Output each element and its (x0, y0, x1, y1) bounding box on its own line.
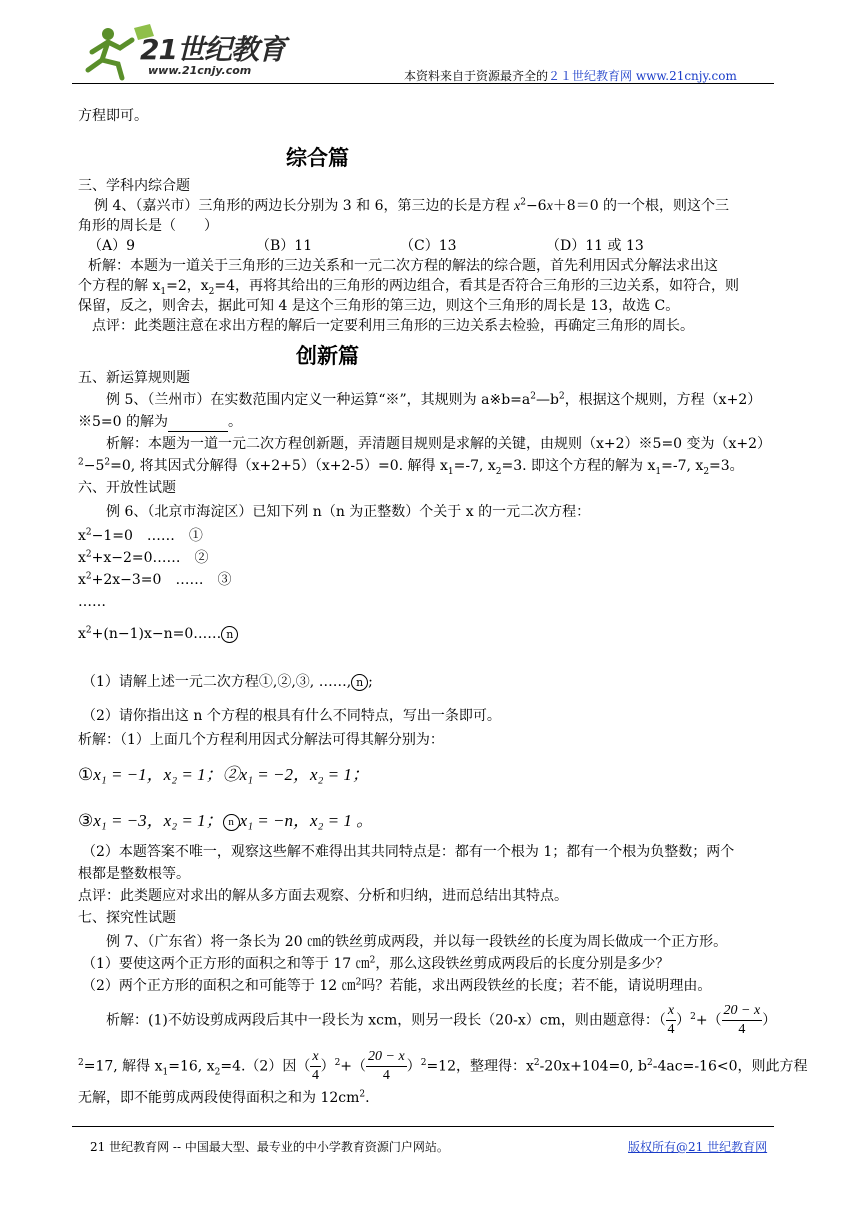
header-prefix: 本资料来自于资源最齐全的 (404, 69, 549, 83)
option-c: （C）13 (400, 238, 457, 254)
example-6-analysis: 析解：（1）上面几个方程利用因式分解法可得其解分别为： (78, 732, 444, 748)
option-b: （B）11 (256, 238, 313, 254)
intro-line: 方程即可。 (78, 108, 148, 124)
section-title-comprehensive: 综合篇 (286, 146, 349, 170)
answer-2-line1: （2）本题答案不唯一，观察这些解不难得出其共同特点是：都有一个根为 1；都有一个根为负整数；两个 (82, 844, 735, 860)
answer-blank (168, 417, 228, 432)
example-7-analysis-3: 无解，即不能剪成两段使得面积之和为 $12cm^2$. (78, 1089, 370, 1106)
example-4-review: 点评：此类题注意在求出方程的解后一定要利用三角形的三边关系去检验，再确定三角形的周长。 (92, 318, 694, 334)
question-2: （2）请你指出这 n 个方程的根具有什么不同特点，写出一条即可。 (82, 708, 501, 724)
example-7-q1: （1）要使这两个正方形的面积之和等于 17 ㎝$^2$，那么这段铁丝剪成两段后的长度分别是多少？ (82, 955, 670, 972)
section-title-innovation: 创新篇 (296, 344, 359, 368)
example-4-analysis-1: 析解：本题为一道关于三角形的三边关系和一元二次方程的解法的综合题，首先利用因式分解法求出这 (88, 258, 718, 274)
equation-n: $x^2+(n-1)x-n=0\dots\dots$ n (78, 624, 238, 644)
circled-n-icon: n (351, 674, 368, 691)
fraction-x-over-4: $\frac{x}{4}$ (311, 1049, 319, 1083)
fraction-x-over-4: $\frac{x}{4}$ (667, 1003, 675, 1037)
equation-3: $x^2+2x-3=0$ …… ③ (78, 571, 232, 588)
heading-7: 七、探究性试题 (78, 910, 176, 926)
example-7-analysis-2: $^2$=17, 解得 $x_1=16$, $x_2=4.(2)$因（ $\frac{x}{4}$ ）$^2$+（ $\frac{20 - x}{4}$ ）$^2$=12，整理得：$x^2-20x+104=0$, $b^2-4ac=-16<0$，则此方程 (78, 1049, 808, 1083)
footer-left: 21 世纪教育网 -- 中国最大型、最专业的中小学教育资源门户网站。 (90, 1140, 449, 1154)
heading-5: 五、新运算规则题 (78, 370, 190, 386)
footer-divider (72, 1126, 774, 1127)
example-5-line1: 例 5、（兰州市）在实数范围内定义一种运算“※”，其规则为 $a※b=a^2—b^2$，根据这个规则，方程（x+2） (106, 391, 762, 408)
equation-dots: …… (78, 594, 106, 610)
example-7-q2: （2）两个正方形的面积之和可能等于 12 ㎝$^2$吗？若能，求出两段铁丝的长度；若不能，请说明理由。 (82, 977, 712, 994)
heading-6: 六、开放性试题 (78, 480, 176, 496)
header-site-link[interactable]: ２１世纪教育网 (548, 69, 633, 83)
example-6-review: 点评：此类题应对求出的解从多方面去观察、分析和归纳，进而总结出其特点。 (78, 888, 568, 904)
heading-3: 三、学科内综合题 (78, 178, 190, 194)
example-4-line2: 角形的周长是（ ） (78, 218, 218, 234)
header-divider (72, 83, 774, 84)
solution-line-2: ③x₁ = −3，x₂ = 1； n x₁ = −n，x₂ = 1 。 (78, 811, 374, 830)
example-4-analysis-3: 保留，反之，则舍去，据此可知 4 是这个三角形的第三边，则这个三角形的周长是 13，故选 C。 (78, 298, 680, 314)
fraction-20-minus-x-over-4: $\frac{20 - x}{4}$ (723, 1003, 761, 1037)
option-d: （D）11 或 13 (546, 238, 644, 254)
example-6-line1: 例 6、（北京市海淀区）已知下列 n（n 为正整数）个关于 x 的一元二次方程： (106, 504, 591, 520)
example-4-line1: 例 4、（嘉兴市）三角形的两边长分别为 3 和 6，第三边的长是方程 $x^2-6x+8=0$ 的一个根，则这个三 (94, 197, 730, 214)
example-7-analysis-1: 析解：(1)不妨设剪成两段后其中一段长为 xcm，则另一段长（20-x）cm，则由题意得：（ $\frac{x}{4}$ ）$^2$+（ $\frac{20 - x}{4}$ ） (106, 1003, 777, 1037)
answer-2-line2: 根都是整数根等。 (78, 866, 190, 882)
example-5-analysis-1: 析解：本题为一道一元二次方程创新题，弄清题目规则是求解的关键，由规则（x+2）※5=0 变为（x+2） (106, 436, 772, 452)
circled-n-icon: n (223, 814, 240, 831)
solution-line-1: ①x₁ = −1，x₂ = 1；②x₁ = −2，x₂ = 1； (78, 765, 369, 784)
example-4-analysis-2: 个方程的解 $x_1=2$，$x_2=4$，再将其给出的三角形的两边组合，看其是否符合三角形的三边关系，如符合，则 (78, 278, 740, 297)
fraction-20-minus-x-over-4: $\frac{20 - x}{4}$ (368, 1049, 405, 1083)
footer-copyright-link[interactable]: 版权所有@21 世纪教育网 (628, 1140, 768, 1154)
equation-2: $x^2+x-2=0\dots\dots$ ② (78, 549, 209, 566)
question-1: （1）请解上述一元二次方程①,②,③, ……, n ; (82, 674, 373, 690)
circled-n-icon: n (221, 626, 238, 643)
example-5-analysis-2: $^2-5^2=0$, 将其因式分解得（x+2+5）（x+2-5）=0. 解得 $x_1=-7$, $x_2=3$. 即这个方程的解为 $x_1=-7$, $x_2=3$。 (78, 457, 744, 477)
logo-url: www.21cnjy.com (148, 64, 252, 77)
header-url-link[interactable]: www.21cnjy.com (635, 69, 737, 83)
equation-1: $x^2-1=0$ …… ① (78, 527, 203, 544)
example-7-line1: 例 7、（广东省）将一条长为 20 ㎝的铁丝剪成两段，并以每一段铁丝的长度为周长做成一个正方形。 (106, 934, 728, 950)
header-source-note (404, 67, 737, 84)
example-5-line2: ※5=0 的解为 。 (78, 414, 242, 430)
logo-text: 21世纪教育 (140, 33, 285, 66)
option-a: （A）9 (88, 238, 136, 254)
